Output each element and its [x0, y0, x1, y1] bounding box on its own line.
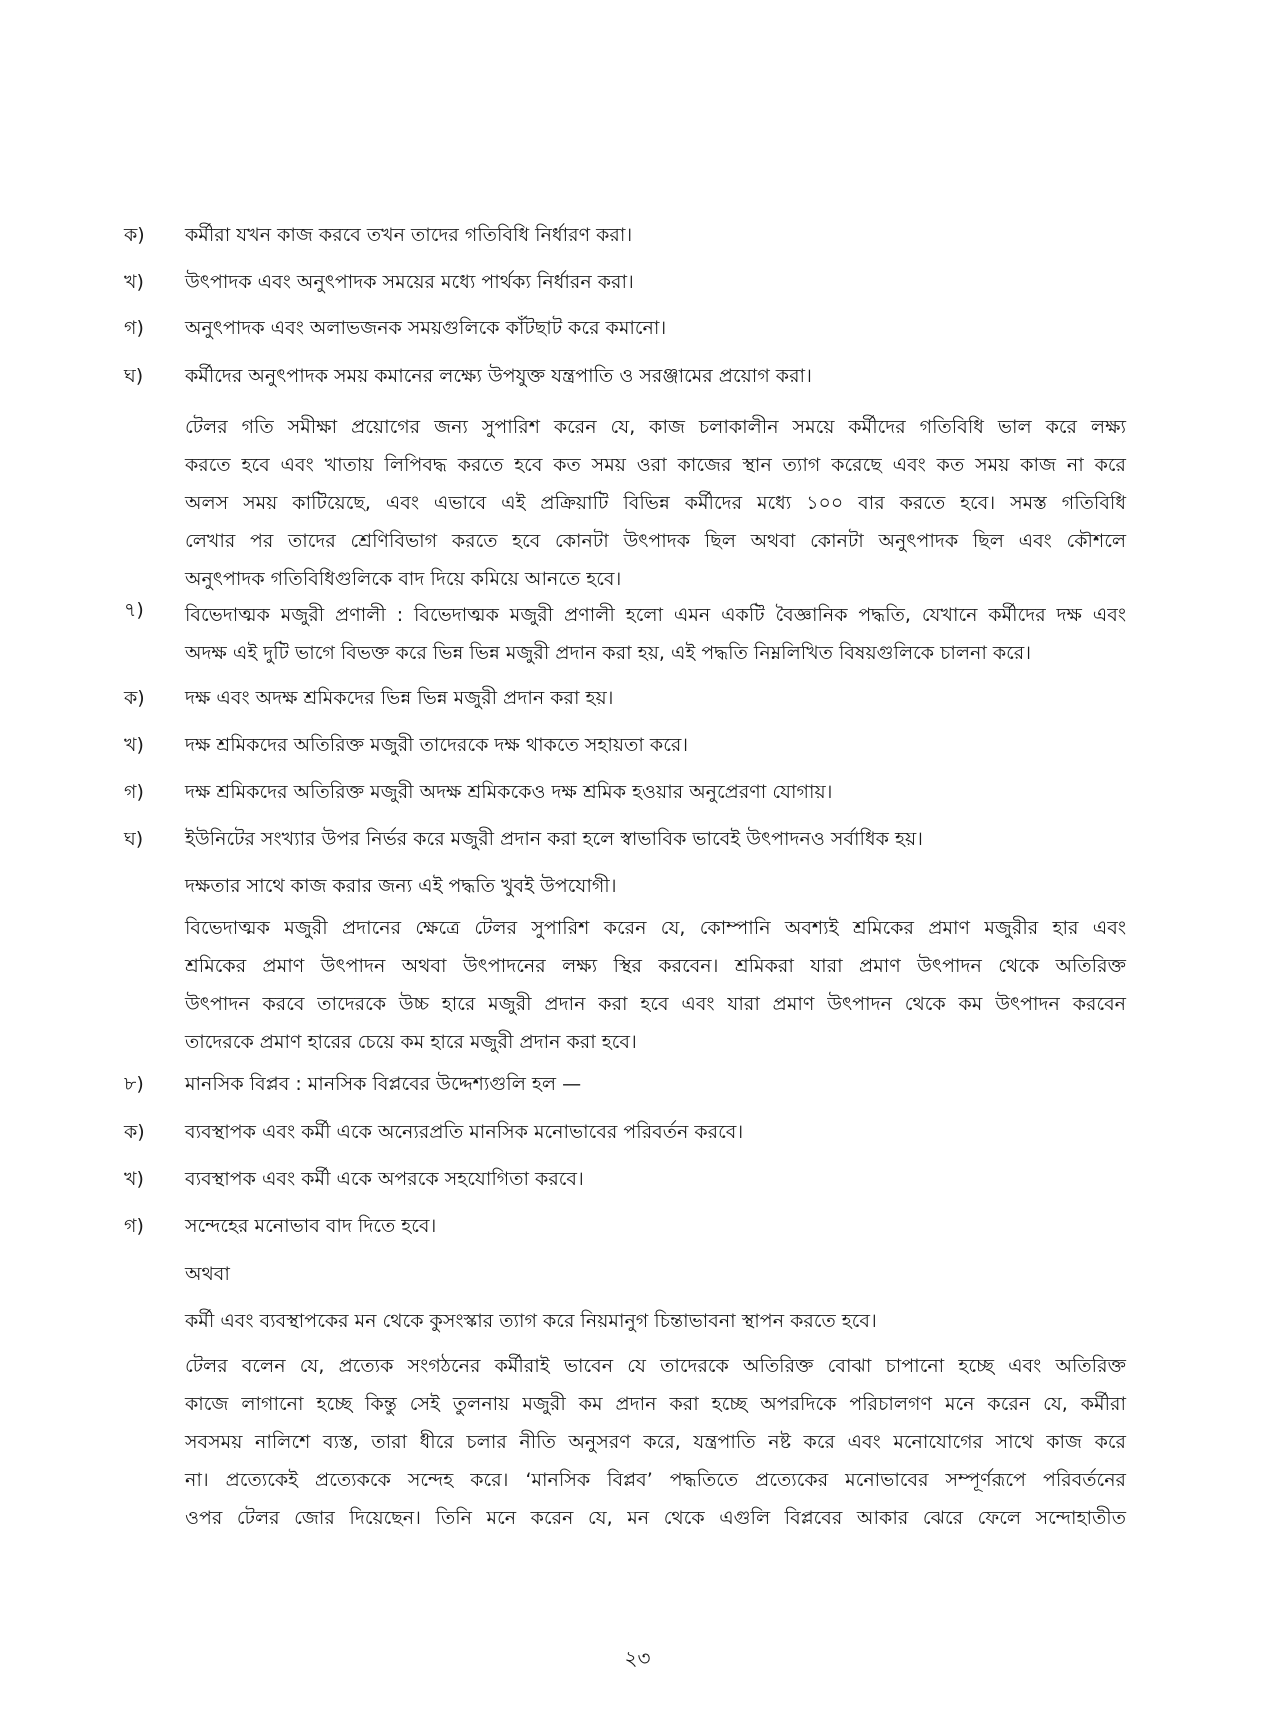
list-marker: ক)	[124, 687, 145, 709]
page-number: ২৩	[624, 1646, 651, 1670]
list-item-text: ব্যবস্থাপক এবং কর্মী একে অন্যেরপ্রতি মানসিক মনোভাবের পরিবর্তন করবে।	[185, 1121, 744, 1143]
list-marker: খ)	[124, 734, 144, 756]
section-marker: ৭)	[124, 599, 144, 621]
list-item-text: দক্ষ শ্রমিকদের অতিরিক্ত মজুরী অদক্ষ শ্রমিককেও দক্ষ শ্রমিক হওয়ার অনুপ্রেরণা যোগায়।	[185, 781, 833, 803]
paragraph-line: উৎপাদন করবে তাদেরকে উচ্চ হারে মজুরী প্রদান করা হবে এবং যারা প্রমাণ উৎপাদন থেকে কম উৎপাদন করবেন	[185, 993, 1126, 1015]
list-marker: ঘ)	[124, 828, 144, 850]
list-marker: খ)	[124, 271, 144, 293]
list-marker: গ)	[124, 317, 144, 339]
paragraph-line: অদক্ষ এই দুটি ভাগে বিভক্ত করে ভিন্ন ভিন্ন মজুরী প্রদান করা হয়, এই পদ্ধতি নিম্নলিখিত বিষয়গুলিকে চালনা করে।	[185, 642, 1032, 664]
list-marker: ক)	[124, 1121, 145, 1143]
list-marker: খ)	[124, 1168, 144, 1190]
paragraph-line: সবসময় নালিশে ব্যস্ত, তারা ধীরে চলার নীতি অনুসরণ করে, যন্ত্রপাতি নষ্ট করে এবং মনোযোগের সাথে কাজ করে	[185, 1431, 1126, 1453]
paragraph-motion-study	[185, 408, 1126, 598]
list-item-text: সন্দেহের মনোভাব বাদ দিতে হবে।	[185, 1215, 437, 1237]
list-item-text: কর্মীদের অনুৎপাদক সময় কমানের লক্ষ্যে উপযুক্ত যন্ত্রপাতি ও সরঞ্জামের প্রয়োগ করা।	[185, 365, 812, 387]
list-item-text: ইউনিটের সংখ্যার উপর নির্ভর করে মজুরী প্রদান করা হলে স্বাভাবিক ভাবেই উৎপাদনও সর্বাধিক হয়।	[185, 828, 923, 850]
paragraph-line: বিভেদাত্মক মজুরী প্রণালী : বিভেদাত্মক মজুরী প্রণালী হলো এমন একটি বৈজ্ঞানিক পদ্ধতি, যেখানে কর্মীদের দক্ষ এবং	[185, 604, 1126, 626]
paragraph-line: তাদেরকে প্রমাণ হারের চেয়ে কম হারে মজুরী প্রদান করা হবে।	[185, 1031, 637, 1053]
list-item-text: উৎপাদক এবং অনুৎপাদক সময়ের মধ্যে পার্থক্য নির্ধারন করা।	[185, 271, 634, 293]
list-item-text: ব্যবস্থাপক এবং কর্মী একে অপরকে সহযোগিতা করবে।	[185, 1168, 584, 1190]
section-8-text: মানসিক বিপ্লব : মানসিক বিপ্লবের উদ্দেশ্যগুলি হল —	[185, 1073, 582, 1095]
paragraph-line: অনুৎপাদক গতিবিধিগুলিকে বাদ দিয়ে কমিয়ে আনতে হবে।	[185, 568, 622, 590]
list-marker: ক)	[124, 224, 145, 246]
list-item-text: দক্ষ শ্রমিকদের অতিরিক্ত মজুরী তাদেরকে দক্ষ থাকতে সহায়তা করে।	[185, 734, 689, 756]
list-marker: গ)	[124, 781, 144, 803]
paragraph-line: কাজে লাগানো হচ্ছে কিন্তু সেই তুলনায় মজুরী কম প্রদান করা হচ্ছে অপরদিকে পরিচালগণ মনে করেন যে, কর্মীরা	[185, 1393, 1126, 1415]
paragraph-line: বিভেদাত্মক মজুরী প্রদানের ক্ষেত্রে টেলর সুপারিশ করেন যে, কোম্পানি অবশ্যই শ্রমিকের প্রমাণ মজুরীর হার এবং	[185, 917, 1126, 939]
list-marker: ঘ)	[124, 365, 144, 387]
paragraph-line: টেলর গতি সমীক্ষা প্রয়োগের জন্য সুপারিশ করেন যে, কাজ চলাকালীন সময়ে কর্মীদের গতিবিধি ভাল করে লক্ষ্য	[185, 416, 1126, 438]
section-7-text	[185, 596, 1126, 672]
list-item-text: দক্ষ এবং অদক্ষ শ্রমিকদের ভিন্ন ভিন্ন মজুরী প্রদান করা হয়।	[185, 687, 614, 709]
section-marker: ৮)	[124, 1073, 144, 1095]
paragraph-line: না। প্রত্যেকেই প্রত্যেককে সন্দেহ করে। ‘মানসিক বিপ্লব’ পদ্ধতিতে প্রত্যেকের মনোভাবের সম্পূর্ণরূপে পরিবর্তনের	[185, 1469, 1126, 1491]
list-marker: গ)	[124, 1215, 144, 1237]
paragraph-line: ওপর টেলর জোর দিয়েছেন। তিনি মনে করেন যে, মন থেকে এগুলি বিপ্লবের আকার ঝেরে ফেলে সন্দোহাতীত	[185, 1507, 1126, 1529]
paragraph-line: করতে হবে এবং খাতায় লিপিবদ্ধ করতে হবে কত সময় ওরা কাজের স্থান ত্যাগ করেছে এবং কত সময় কাজ না করে	[185, 454, 1126, 476]
or-word: অথবা	[185, 1263, 230, 1285]
list-item-text: কর্মীরা যখন কাজ করবে তখন তাদের গতিবিধি নির্ধারণ করা।	[185, 224, 633, 246]
paragraph-line: লেখার পর তাদের শ্রেণিবিভাগ করতে হবে কোনটা উৎপাদক ছিল অথবা কোনটা অনুৎপাদক ছিল এবং কৌশলে	[185, 530, 1126, 552]
note-text: দক্ষতার সাথে কাজ করার জন্য এই পদ্ধতি খুবই উপযোগী।	[185, 875, 617, 897]
superstition-text: কর্মী এবং ব্যবস্থাপকের মন থেকে কুসংস্কার ত্যাগ করে নিয়মানুগ চিন্তাভাবনা স্থাপন করতে হবে।	[185, 1310, 877, 1332]
paragraph-line: টেলর বলেন যে, প্রত্যেক সংগঠনের কর্মীরাই ভাবেন যে তাদেরকে অতিরিক্ত বোঝা চাপানো হচ্ছে এবং অতিরিক্ত	[185, 1355, 1126, 1377]
paragraph-line: শ্রমিকের প্রমাণ উৎপাদন অথবা উৎপাদনের লক্ষ্য স্থির করবেন। শ্রমিকরা যারা প্রমাণ উৎপাদন থেকে অতিরিক্ত	[185, 955, 1126, 977]
list-item-text: অনুৎপাদক এবং অলাভজনক সময়গুলিকে কাঁটছাট করে কমানো।	[185, 317, 667, 339]
paragraph-line: অলস সময় কাটিয়েছে, এবং এভাবে এই প্রক্রিয়াটি বিভিন্ন কর্মীদের মধ্যে ১০০ বার করতে হবে। সমস্ত গতিবিধি	[185, 492, 1126, 514]
paragraph-differential-wage	[185, 909, 1126, 1061]
paragraph-mental-revolution	[185, 1347, 1126, 1537]
